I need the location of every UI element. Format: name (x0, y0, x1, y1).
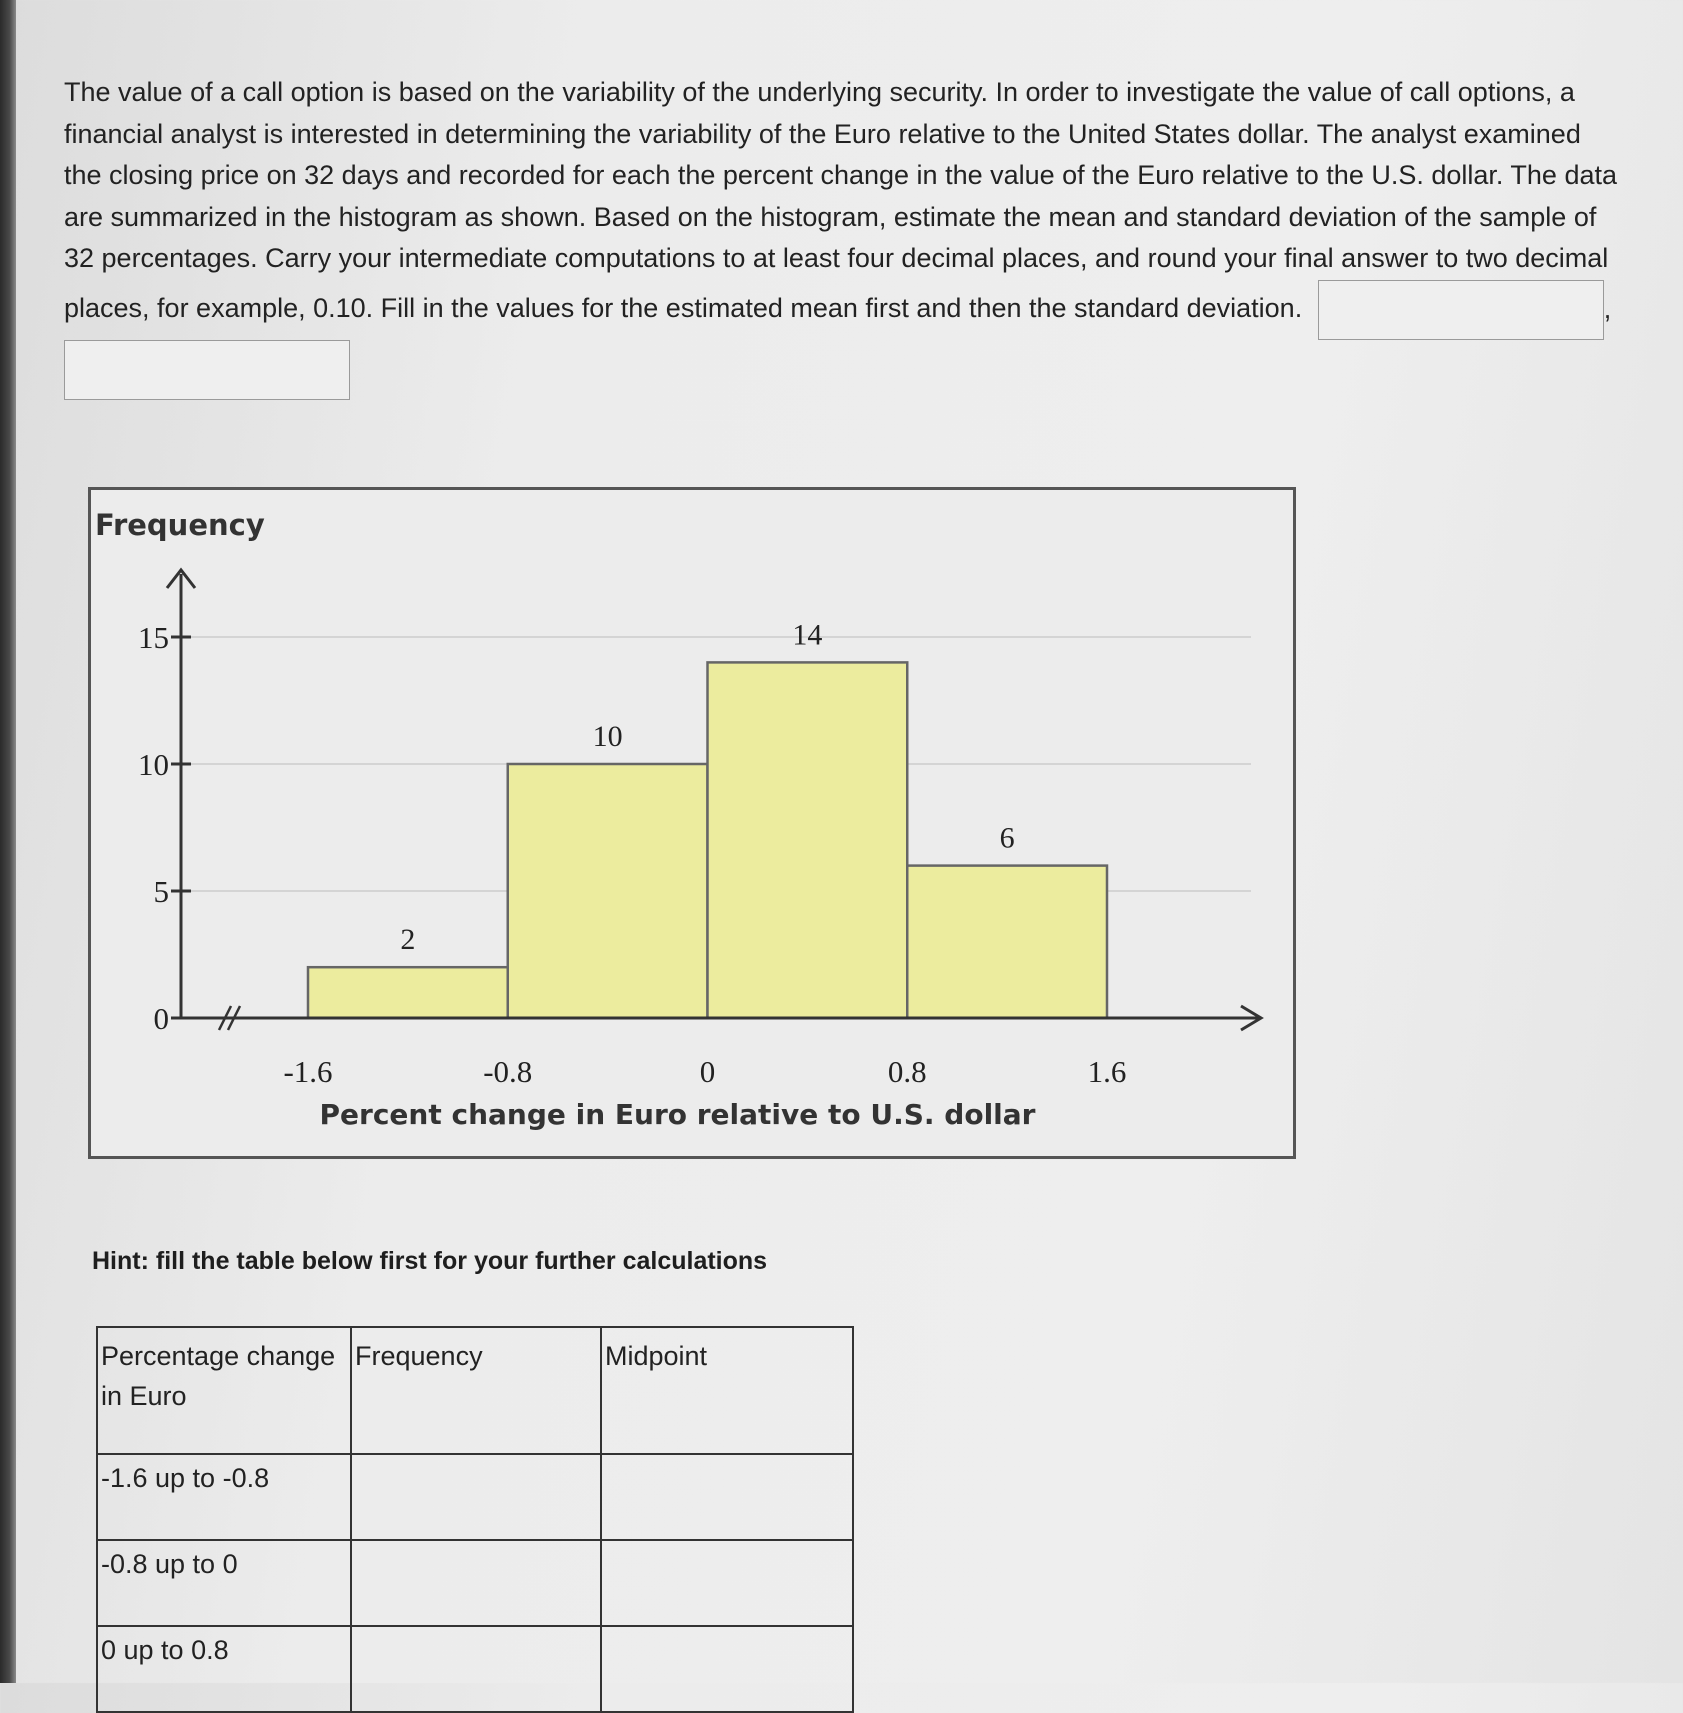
histogram-bar (907, 866, 1107, 1018)
bar-value-label: 6 (999, 821, 1015, 855)
table-row (97, 1626, 853, 1712)
class-interval-cell: -1.6 up to -0.8 (97, 1454, 351, 1540)
midpoint-input-cell[interactable] (601, 1626, 853, 1712)
frequency-input-cell[interactable] (351, 1454, 601, 1540)
hint-text: Hint: fill the table below first for your further calculations (92, 1247, 768, 1275)
sd-answer-input[interactable] (64, 340, 350, 400)
y-tick-label: 0 (153, 1001, 169, 1036)
y-tick-label: 5 (153, 874, 169, 909)
class-interval-cell: -0.8 up to 0 (97, 1540, 351, 1626)
y-tick-label: 15 (138, 620, 169, 655)
midpoint-input-cell[interactable] (601, 1454, 853, 1540)
frequency-input-cell[interactable] (351, 1626, 601, 1712)
histogram-chart (91, 490, 1293, 1156)
x-tick-label: 0 (699, 1054, 716, 1089)
frequency-input-cell[interactable] (351, 1540, 601, 1626)
bar-value-label: 2 (400, 923, 416, 957)
calculation-table (96, 1326, 854, 1713)
x-tick-label: -1.6 (283, 1054, 333, 1089)
table-header-row (97, 1327, 853, 1454)
bar-layer (308, 662, 1107, 1018)
x-tick-label: 1.6 (1087, 1054, 1127, 1089)
left-edge-shadow (0, 0, 16, 1683)
table-row (97, 1540, 853, 1626)
histogram-frame (88, 487, 1296, 1159)
histogram-bar (308, 967, 508, 1018)
class-interval-cell: 0 up to 0.8 (97, 1626, 351, 1712)
x-tick-label: 0.8 (887, 1054, 927, 1089)
answer-separator: , (1603, 293, 1612, 324)
histogram-bar (708, 662, 908, 1018)
y-tick-label: 10 (138, 747, 169, 782)
header-midpoint: Midpoint (601, 1327, 853, 1454)
y-axis-title: Frequency (95, 508, 265, 542)
histogram-bar (508, 764, 708, 1018)
bar-value-label: 10 (592, 720, 623, 753)
question-text: The value of a call option is based on the variability of the underlying security. In order to investigate the value of call options, a financial analyst is interested in determining the variability of the Euro relative to the United States dollar. The analyst examined the closing price on 32 days and recorded for each the percent change in the value of the Euro relative to the U.S. dollar. The data are summarized in the histogram as shown. Based on the histogram, estimate the mean and standard deviation of the sample of 32 percentages. Carry your intermediate computations to at least four decimal places, and round your final answer to two decimal places, for example, 0.10. Fill in the values for the estimated mean first and then the standard deviation. (64, 77, 1617, 323)
bar-value-label: 14 (792, 618, 823, 652)
mean-answer-input[interactable] (1318, 280, 1604, 340)
table-row (97, 1454, 853, 1540)
question-block (64, 72, 1624, 400)
midpoint-input-cell[interactable] (601, 1540, 853, 1626)
x-axis-title: Percent change in Euro relative to U.S. dollar (319, 1098, 1036, 1131)
header-frequency: Frequency (351, 1327, 601, 1454)
header-percentage-change: Percentage change in Euro (97, 1327, 351, 1454)
x-tick-label: -0.8 (483, 1054, 533, 1089)
